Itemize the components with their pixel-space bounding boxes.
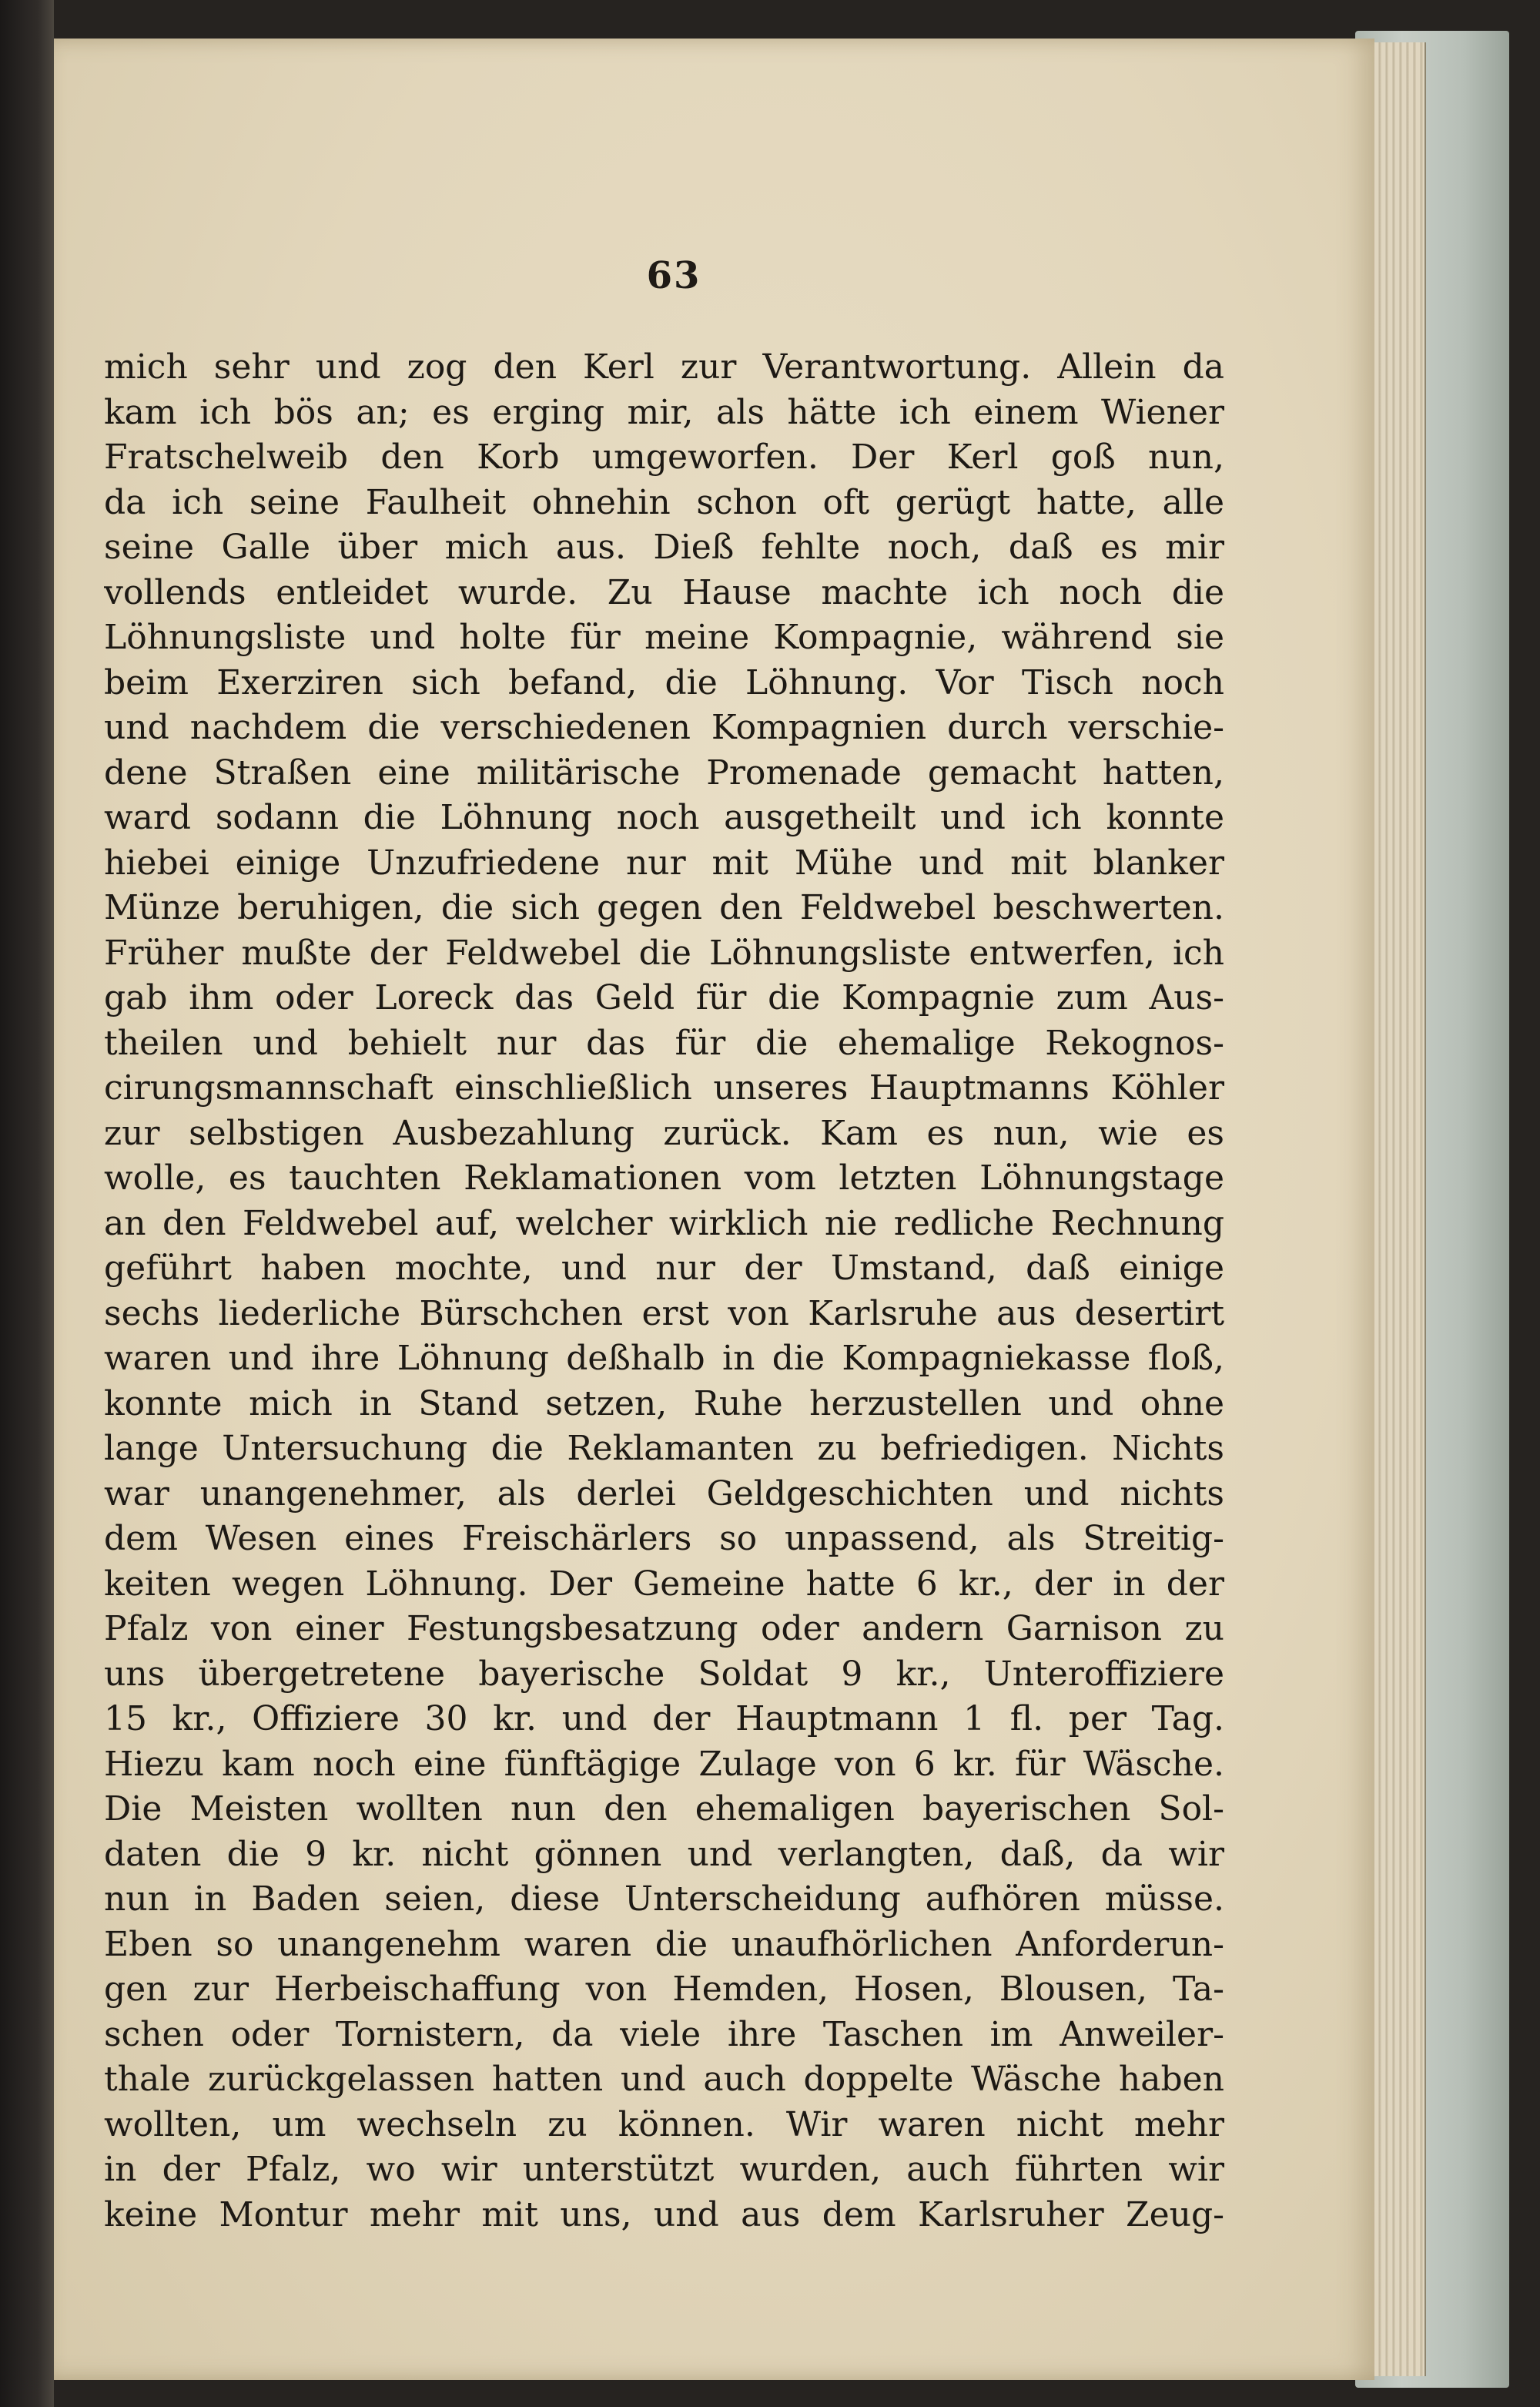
- text-line: mich sehr und zog den Kerl zur Verantwortung. Allein da: [104, 347, 1224, 387]
- text-line: schen oder Tornistern, da viele ihre Taschen im Anweiler-: [104, 2014, 1224, 2054]
- text-line: an den Feldwebel auf, welcher wirklich nie redliche Rechnung: [104, 1203, 1224, 1243]
- text-line: konnte mich in Stand setzen, Ruhe herzustellen und ohne: [104, 1383, 1224, 1423]
- text-line: dene Straßen eine militärische Promenade gemacht hatten,: [104, 753, 1224, 793]
- text-line: lange Untersuchung die Reklamanten zu befriedigen. Nichts: [104, 1429, 1224, 1468]
- text-line: geführt haben mochte, und nur der Umstand, daß einige: [104, 1249, 1224, 1288]
- text-line: und nachdem die verschiedenen Kompagnien durch verschie-: [104, 708, 1224, 747]
- text-line: waren und ihre Löhnung deßhalb in die Kompagniekasse floß,: [104, 1339, 1224, 1378]
- text-line: sechs liederliche Bürschchen erst von Karlsruhe aus desertirt: [104, 1293, 1224, 1333]
- text-line: beim Exerziren sich befand, die Löhnung. Vor Tisch noch: [104, 662, 1224, 702]
- text-line: Pfalz von einer Festungsbesatzung oder andern Garnison zu: [104, 1609, 1224, 1648]
- text-line: daten die 9 kr. nicht gönnen und verlangten, daß, da wir: [104, 1834, 1224, 1874]
- text-line: hiebei einige Unzufriedene nur mit Mühe und mit blanker: [104, 843, 1224, 883]
- text-line: 15 kr., Offiziere 30 kr. und der Hauptmann 1 fl. per Tag.: [104, 1699, 1224, 1738]
- text-line: Löhnungsliste und holte für meine Kompagnie, während sie: [104, 618, 1224, 657]
- text-line: dem Wesen eines Freischärlers so unpassend, als Streitig-: [104, 1519, 1224, 1558]
- text-line: seine Galle über mich aus. Dieß fehlte noch, daß es mir: [104, 528, 1224, 567]
- text-line: ward sodann die Löhnung noch ausgetheilt und ich konnte: [104, 798, 1224, 837]
- body-text: [104, 345, 1224, 2238]
- text-line: Die Meisten wollten nun den ehemaligen bayerischen Sol-: [104, 1789, 1224, 1829]
- text-line: gab ihm oder Loreck das Geld für die Kompagnie zum Aus-: [104, 978, 1224, 1017]
- text-line: nun in Baden seien, diese Unterscheidung aufhören müsse.: [104, 1879, 1224, 1919]
- text-line: theilen und behielt nur das für die ehemalige Rekognos-: [104, 1023, 1224, 1063]
- text-line: keine Montur mehr mit uns, und aus dem Karlsruher Zeug-: [104, 2194, 1224, 2234]
- book-spine: [0, 0, 54, 2407]
- text-line: Hiezu kam noch eine fünftägige Zulage von 6 kr. für Wäsche.: [104, 1744, 1224, 1784]
- text-line: Eben so unangenehm waren die unaufhörlichen Anforderun-: [104, 1924, 1224, 1964]
- text-line: Fratschelweib den Korb umgeworfen. Der Kerl goß nun,: [104, 437, 1224, 477]
- text-line: kam ich bös an; es erging mir, als hätte ich einem Wiener: [104, 392, 1224, 432]
- text-line: keiten wegen Löhnung. Der Gemeine hatte 6 kr., der in der: [104, 1564, 1224, 1604]
- text-line: Münze beruhigen, die sich gegen den Feldwebel beschwerten.: [104, 888, 1224, 927]
- text-line: gen zur Herbeischaffung von Hemden, Hosen, Blousen, Ta-: [104, 1970, 1224, 2009]
- text-line: cirungsmannschaft einschließlich unseres Hauptmanns Köhler: [104, 1068, 1224, 1108]
- text-line: wolle, es tauchten Reklamationen vom letzten Löhnungstage: [104, 1158, 1224, 1198]
- text-line: in der Pfalz, wo wir unterstützt wurden, auch führten wir: [104, 2150, 1224, 2189]
- text-line: uns übergetretene bayerische Soldat 9 kr., Unteroffiziere: [104, 1654, 1224, 1694]
- page-number: 63: [646, 254, 701, 297]
- text-line: thale zurückgelassen hatten und auch doppelte Wäsche haben: [104, 2060, 1224, 2099]
- book-page: [42, 39, 1374, 2380]
- text-line: zur selbstigen Ausbezahlung zurück. Kam es nun, wie es: [104, 1113, 1224, 1153]
- text-line: Früher mußte der Feldwebel die Löhnungsliste entwerfen, ich: [104, 933, 1224, 973]
- text-line: vollends entleidet wurde. Zu Hause machte ich noch die: [104, 572, 1224, 612]
- text-line: wollten, um wechseln zu können. Wir waren nicht mehr: [104, 2104, 1224, 2144]
- text-line: da ich seine Faulheit ohnehin schon oft gerügt hatte, alle: [104, 482, 1224, 522]
- text-line: war unangenehmer, als derlei Geldgeschichten und nichts: [104, 1473, 1224, 1514]
